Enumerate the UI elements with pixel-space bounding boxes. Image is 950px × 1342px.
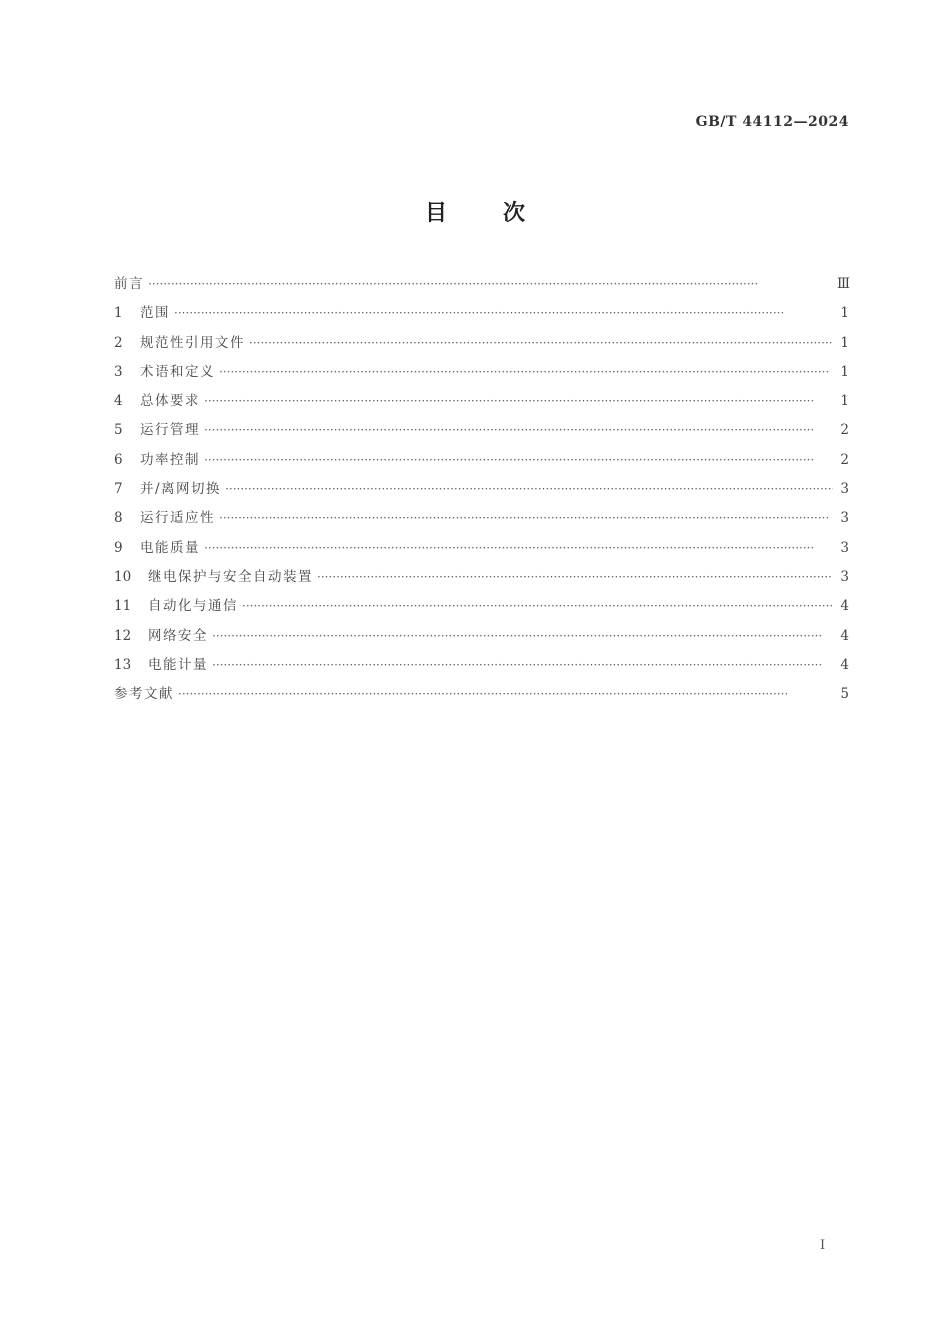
toc-entry-7[interactable] [114,477,849,506]
toc-entry-label: 功率控制 [140,451,200,468]
toc-entry-page: 1 [840,334,849,351]
page-folio: I [820,1238,826,1253]
toc-entry-page: 4 [840,598,849,615]
toc-leader-dots [219,365,833,379]
toc-entry-page: 2 [840,422,849,439]
toc-list [114,272,849,711]
toc-entry-label: 运行管理 [140,422,200,439]
toc-entry-page: 2 [840,451,849,468]
toc-entry-references[interactable] [114,682,849,711]
toc-leader-dots [249,336,833,350]
toc-entry-label: 并/离网切换 [140,481,222,498]
toc-title [0,196,950,227]
toc-leader-dots [317,570,833,584]
toc-entry-number: 12 [114,627,132,644]
toc-title-char-2: 次 [503,201,526,226]
toc-entry-number: 5 [114,422,123,439]
toc-entry-label: 电能计量 [148,656,208,673]
toc-entry-2[interactable] [114,331,849,360]
toc-entry-foreword[interactable] [114,272,849,301]
toc-entry-label: 电能质量 [140,539,200,556]
toc-entry-label: 前言 [114,276,144,292]
toc-leader-dots [242,599,833,613]
toc-entry-9[interactable] [114,536,849,565]
toc-entry-label: 范围 [140,305,170,322]
toc-entry-number: 3 [114,363,123,380]
toc-entry-number: 1 [114,305,123,322]
toc-entry-number: 2 [114,334,123,351]
toc-entry-label: 继电保护与安全自动装置 [148,568,313,585]
toc-entry-label: 网络安全 [148,627,208,644]
toc-leader-dots [204,394,833,408]
toc-entry-label: 术语和定义 [140,363,215,380]
toc-entry-1[interactable] [114,301,849,330]
toc-entry-4[interactable] [114,389,849,418]
toc-entry-page: 3 [840,539,849,556]
toc-entry-label: 参考文献 [114,686,174,703]
standard-code: GB/T 44112—2024 [695,114,849,130]
toc-entry-number: 11 [114,598,132,615]
toc-leader-dots [212,658,833,672]
toc-entry-number: 7 [114,481,123,498]
toc-entry-page: 3 [840,568,849,585]
toc-leader-dots [225,482,833,496]
toc-entry-10[interactable] [114,565,849,594]
toc-entry-page: Ⅲ [837,276,851,292]
toc-entry-label: 自动化与通信 [148,598,238,615]
toc-entry-6[interactable] [114,448,849,477]
toc-entry-page: 4 [840,656,849,673]
toc-leader-dots [212,629,833,643]
toc-entry-number: 4 [114,393,123,410]
toc-entry-number: 8 [114,510,123,527]
toc-leader-dots [178,687,833,701]
toc-entry-page: 4 [840,627,849,644]
toc-leader-dots [219,511,833,525]
toc-leader-dots [204,541,833,555]
toc-entry-13[interactable] [114,653,849,682]
toc-entry-page: 5 [840,686,849,703]
toc-entry-page: 1 [840,305,849,322]
toc-entry-5[interactable] [114,418,849,447]
toc-leader-dots [148,277,833,291]
toc-entry-page: 3 [840,481,849,498]
toc-entry-8[interactable] [114,506,849,535]
toc-entry-number: 13 [114,656,132,673]
toc-entry-number: 6 [114,451,123,468]
toc-entry-12[interactable] [114,624,849,653]
toc-entry-label: 总体要求 [140,393,200,410]
toc-entry-number: 9 [114,539,123,556]
toc-entry-label: 规范性引用文件 [140,334,245,351]
toc-entry-3[interactable] [114,360,849,389]
toc-entry-page: 1 [840,363,849,380]
toc-entry-page: 3 [840,510,849,527]
toc-leader-dots [204,423,833,437]
toc-leader-dots [204,453,833,467]
toc-entry-label: 运行适应性 [140,510,215,527]
toc-entry-11[interactable] [114,594,849,623]
toc-entry-number: 10 [114,568,132,585]
toc-title-char-1: 目 [424,201,447,226]
toc-entry-page: 1 [840,393,849,410]
toc-leader-dots [174,306,833,320]
